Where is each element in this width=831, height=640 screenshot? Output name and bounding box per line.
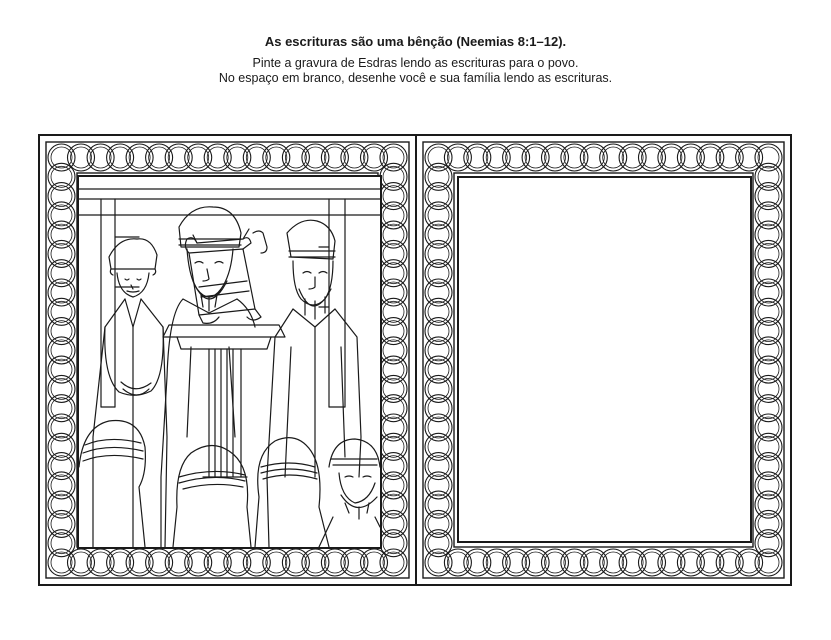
border-ring [110,147,131,168]
border-ring [364,147,385,168]
border-ring [545,147,566,168]
border-ring [168,552,189,573]
border-ring [719,147,740,168]
border-ring [545,552,566,573]
ezra-reading-illustration [79,177,380,547]
background-wall [79,189,380,407]
border-ring [642,147,663,168]
border-ring [564,147,585,168]
border-ring [447,147,468,168]
border-ring [90,147,111,168]
standing-man-left [93,239,167,547]
border-ring [622,552,643,573]
border-ring [739,552,760,573]
border-ring [207,147,228,168]
border-ring [48,530,75,557]
blank-drawing-area[interactable] [457,176,752,543]
border-ring [467,147,488,168]
border-ring [603,147,624,168]
border-ring [227,552,248,573]
border-ring [700,147,721,168]
border-ring [383,533,404,554]
border-ring [525,147,546,168]
border-ring [246,147,267,168]
border-ring [246,552,267,573]
border-ring [71,147,92,168]
border-ring [700,552,721,573]
border-ring [168,147,189,168]
border-ring [227,147,248,168]
border-ring [506,552,527,573]
lectern [163,325,285,477]
border-ring [425,530,452,557]
border-ring [486,552,507,573]
border-ring [680,147,701,168]
standing-man-right [267,220,361,547]
border-ring [285,147,306,168]
page-title: As escrituras são uma bênção (Neemias 8:1–12). [264,34,567,49]
border-ring [324,147,345,168]
page-header [0,34,831,86]
border-ring [642,552,663,573]
picture-frame[interactable] [77,175,382,549]
coloring-picture-panel [38,134,417,586]
border-ring [324,552,345,573]
border-ring [188,147,209,168]
border-ring [758,533,779,554]
border-ring [467,552,488,573]
border-ring [305,147,326,168]
border-ring [755,530,782,557]
border-ring [486,147,507,168]
border-ring [207,552,228,573]
border-ring [603,552,624,573]
border-ring [285,552,306,573]
instruction-line-2: No espaço em branco, desenhe você e sua família lendo as escrituras. [218,71,613,85]
border-ring [583,147,604,168]
border-ring [506,147,527,168]
drawing-space-panel [415,134,792,586]
border-ring [188,552,209,573]
border-ring [344,147,365,168]
border-ring [428,533,449,554]
border-ring [266,147,287,168]
border-ring [622,147,643,168]
instruction-line-1: Pinte a gravura de Esdras lendo as escrituras para o povo. [252,56,579,70]
border-ring [71,552,92,573]
border-ring [525,552,546,573]
border-ring [149,147,170,168]
border-ring [90,552,111,573]
border-ring [129,552,150,573]
border-ring [680,552,701,573]
border-ring [149,552,170,573]
border-ring [364,552,385,573]
border-ring [380,530,407,557]
border-ring [447,552,468,573]
border-ring [266,552,287,573]
border-ring [739,147,760,168]
border-ring [51,533,72,554]
scroll [185,229,267,323]
border-ring [305,552,326,573]
border-ring [129,147,150,168]
border-ring [564,552,585,573]
border-ring [719,552,740,573]
border-ring [344,552,365,573]
border-ring [583,552,604,573]
border-ring [661,552,682,573]
audience [79,421,380,547]
border-ring [661,147,682,168]
border-ring [110,552,131,573]
